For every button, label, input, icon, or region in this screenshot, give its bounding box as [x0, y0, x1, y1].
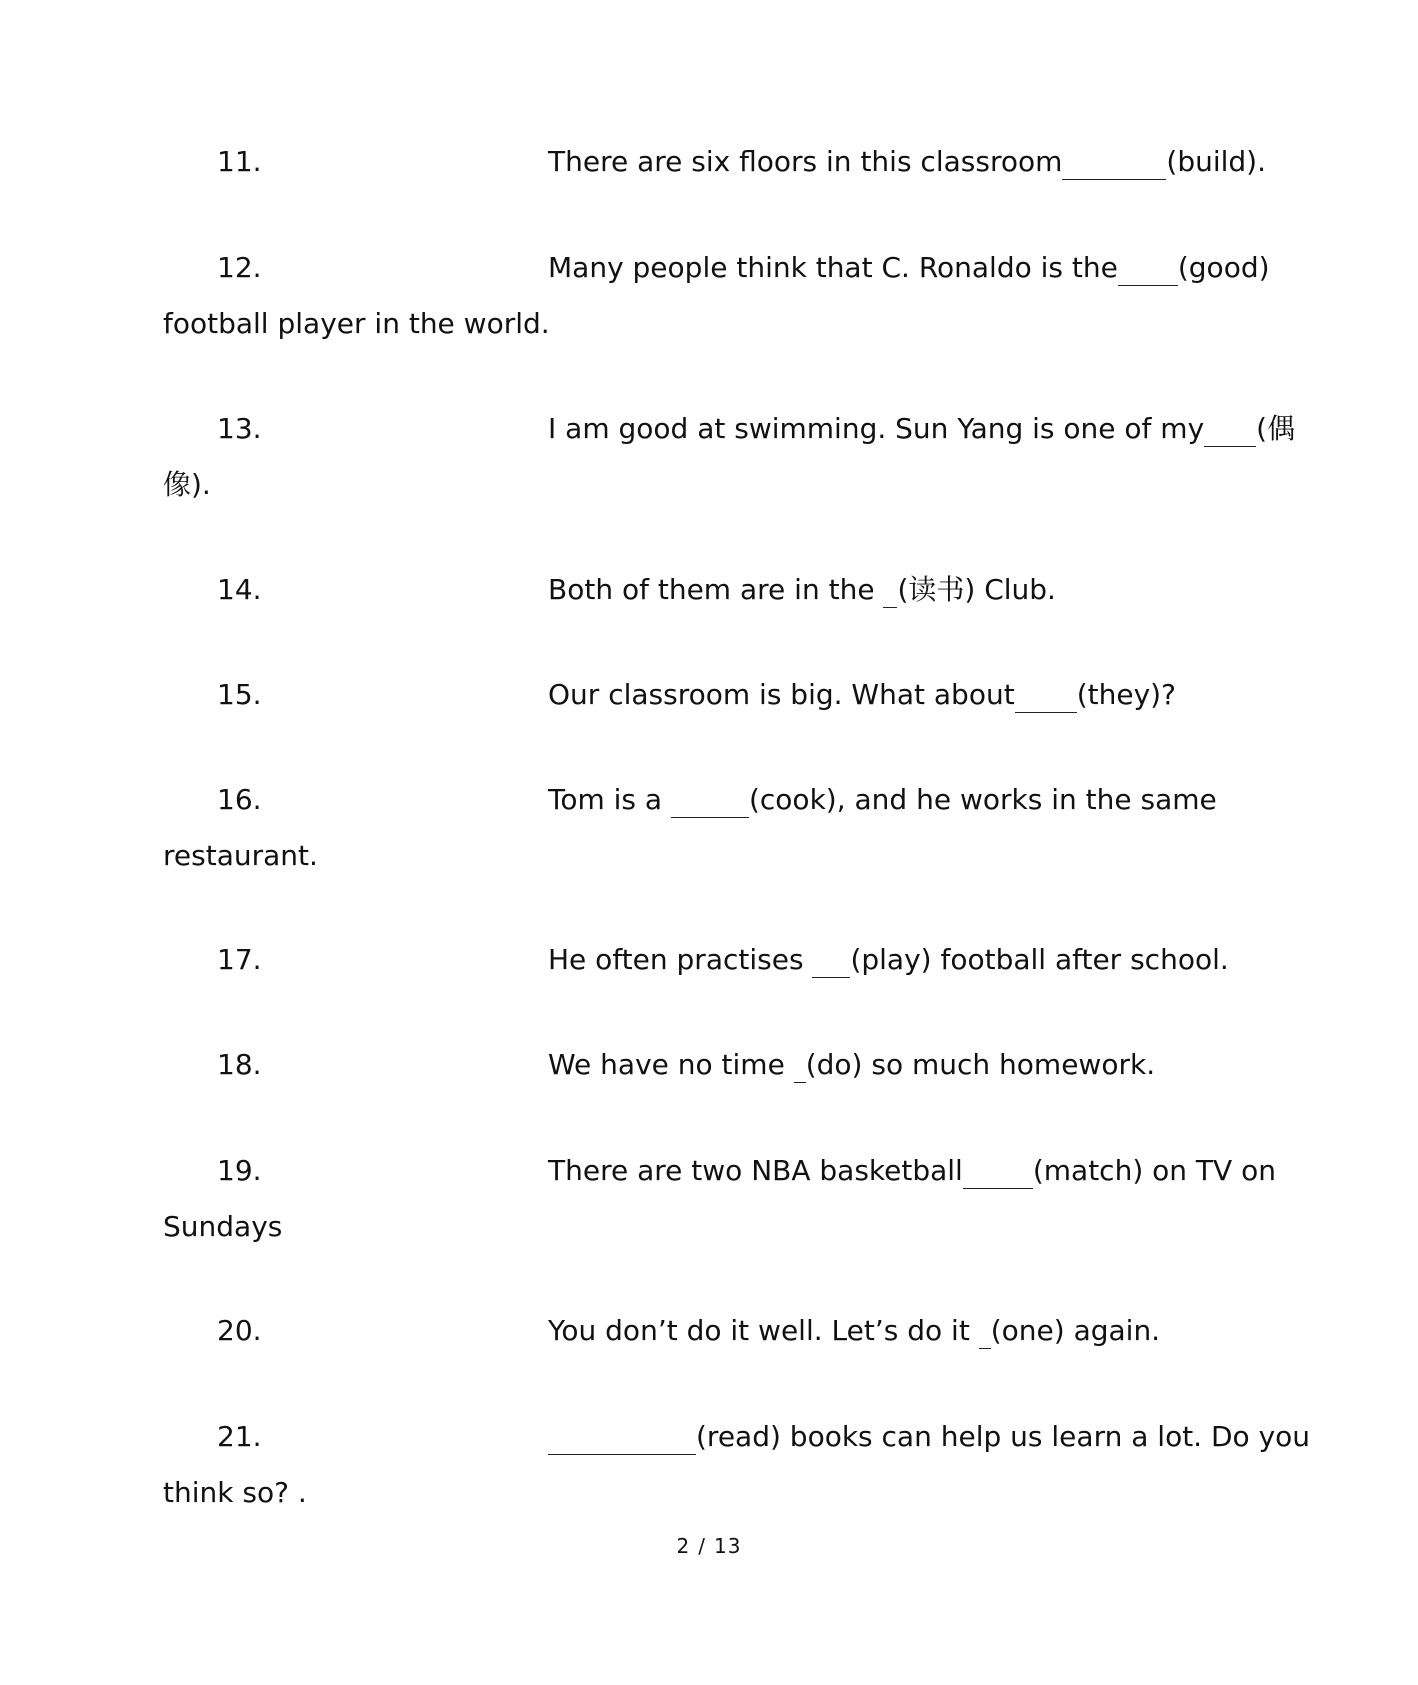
current-page: 2	[676, 1534, 691, 1558]
answer-blank[interactable]	[1062, 150, 1166, 180]
answer-blank[interactable]	[1015, 683, 1077, 713]
question-text: There are six floors in this classroom	[548, 145, 1063, 178]
question-text: I am good at swimming. Sun Yang is one of my	[548, 412, 1205, 445]
question-hint: (read) books can help us learn a lot. Do you	[696, 1420, 1311, 1453]
question-text: We have no time	[548, 1048, 785, 1081]
question-number: 14.	[217, 573, 262, 606]
answer-blank[interactable]	[963, 1159, 1033, 1189]
question-line	[548, 562, 1268, 618]
answer-blank[interactable]	[1118, 256, 1178, 286]
answer-blank[interactable]	[979, 1319, 991, 1349]
question-hint: (build).	[1166, 145, 1266, 178]
question-hint: (match) on TV on	[1032, 1154, 1276, 1187]
question-number: 16.	[217, 783, 262, 816]
question-line	[548, 1303, 1268, 1359]
question-line	[548, 1409, 1311, 1465]
page-separator: /	[698, 1534, 707, 1558]
page-number	[0, 1534, 1418, 1558]
question-line	[548, 1143, 1276, 1199]
question-continuation: think so? .	[163, 1476, 307, 1509]
question-continuation: football player in the world.	[163, 307, 550, 340]
question-hint: (cook), and he works in the same	[748, 783, 1217, 816]
question-text: Many people think that C. Ronaldo is the	[548, 251, 1118, 284]
answer-blank[interactable]	[883, 578, 897, 608]
question-text: You don’t do it well. Let’s do it	[548, 1314, 970, 1347]
question-number: 19.	[217, 1154, 262, 1187]
total-pages: 13	[714, 1534, 742, 1558]
answer-blank[interactable]	[548, 1425, 696, 1455]
question-continuation: restaurant.	[163, 839, 318, 872]
question-text: Both of them are in the	[548, 573, 875, 606]
question-number: 12.	[217, 251, 262, 284]
question-number: 18.	[217, 1048, 262, 1081]
question-number: 17.	[217, 943, 262, 976]
question-text: Tom is a	[548, 783, 663, 816]
question-hint: (good)	[1177, 251, 1270, 284]
question-line	[548, 401, 1296, 457]
question-hint: (读书) Club.	[897, 573, 1056, 606]
question-continuation: 像).	[163, 468, 211, 501]
question-hint: (play) football after school.	[850, 943, 1229, 976]
question-hint: (one) again.	[990, 1314, 1161, 1347]
answer-blank[interactable]	[671, 788, 749, 818]
answer-blank[interactable]	[812, 948, 850, 978]
question-text: He often practises	[548, 943, 804, 976]
answer-blank[interactable]	[1204, 417, 1256, 447]
question-number: 20.	[217, 1314, 262, 1347]
question-line	[548, 1037, 1268, 1093]
question-number: 21.	[217, 1420, 262, 1453]
question-hint: (they)?	[1076, 678, 1176, 711]
question-line	[548, 932, 1268, 988]
question-number: 15.	[217, 678, 262, 711]
question-text: Our classroom is big. What about	[548, 678, 1015, 711]
question-number: 11.	[217, 145, 262, 178]
question-line	[548, 240, 1268, 296]
question-line	[548, 134, 1268, 190]
question-hint: (偶	[1256, 412, 1296, 445]
question-line	[548, 772, 1268, 828]
question-number: 13.	[217, 412, 262, 445]
question-line	[548, 667, 1268, 723]
question-continuation: Sundays	[163, 1210, 283, 1243]
question-hint: (do) so much homework.	[805, 1048, 1156, 1081]
answer-blank[interactable]	[794, 1053, 806, 1083]
question-text: There are two NBA basketball	[548, 1154, 963, 1187]
